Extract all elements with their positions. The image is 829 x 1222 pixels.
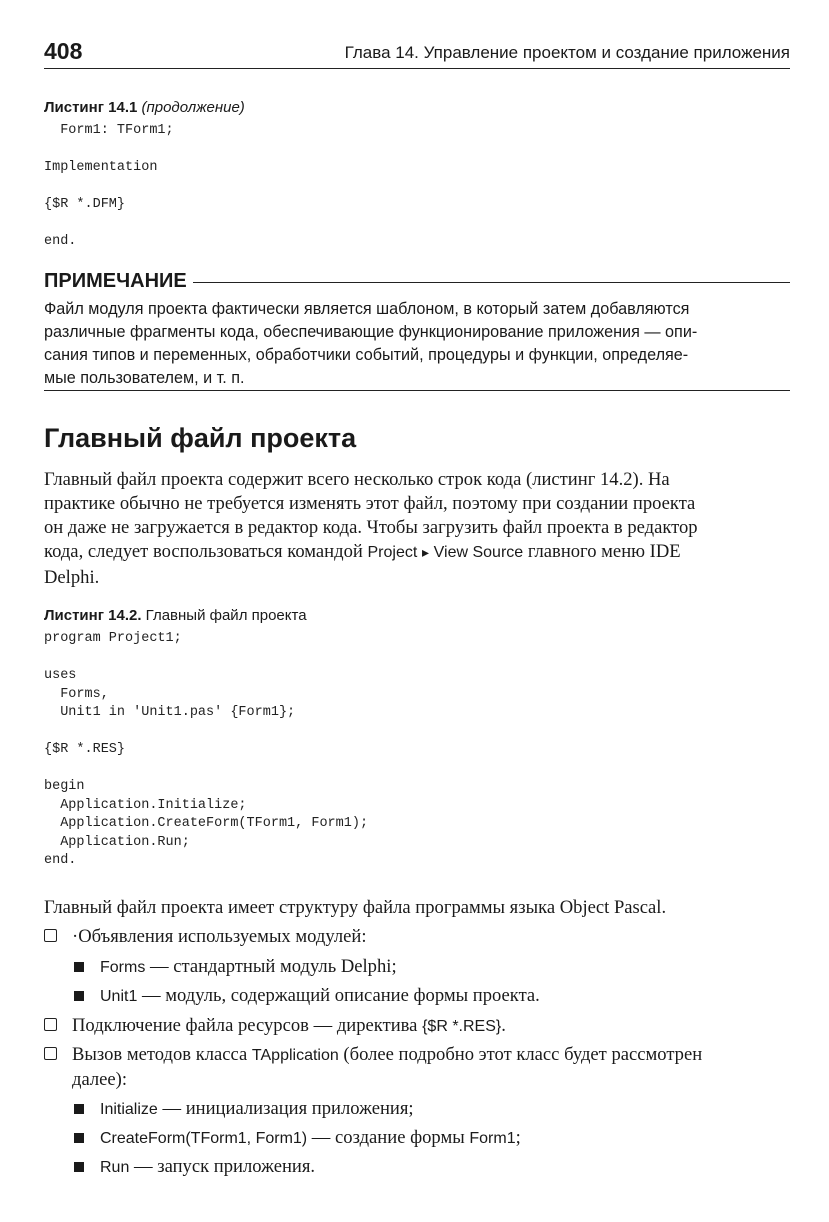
note-line: мые пользователем, и т. п. (44, 369, 245, 387)
paragraph (44, 468, 790, 590)
chapter-title: Глава 14. Управление проектом и создание приложения (344, 43, 790, 62)
list-item-text (100, 1097, 800, 1122)
note-line: сания типов и переменных, обработчики событий, процедуры и функции, определяе- (44, 346, 689, 364)
listing-title: Главный файл проекта (145, 607, 307, 624)
list-item-text (100, 955, 800, 980)
list-item-text (100, 1126, 800, 1151)
paragraph-line (44, 540, 790, 566)
code-listing: Form1: TForm1; Implementation {$R *.DFM} end. (44, 123, 174, 249)
code-term: CreateForm(TForm1, Form1) (100, 1130, 308, 1147)
menu-command: View Source (433, 544, 524, 561)
code-listing: program Project1; uses Forms, Unit1 in 'Unit1.pas' {Form1}; {$R *.RES} begin Application.Initialize; Application.CreateForm(TForm1, Form1); Application.Run; end. (44, 631, 369, 868)
checkbox-bullet-icon (44, 1018, 57, 1031)
listing-continuation: (продолжение) (141, 99, 245, 116)
menu-arrow-icon: ▸ (421, 546, 429, 561)
note-line: различные фрагменты кода, обеспечивающие функционирование приложения — опи- (44, 323, 698, 341)
code-term: {$R *.RES} (422, 1018, 502, 1035)
text: далее): (72, 1069, 128, 1090)
running-head (44, 38, 790, 69)
listing-number: Листинг 14.2. (44, 607, 142, 624)
code-term: Unit1 (100, 988, 138, 1005)
paragraph-line: практике обычно не требуется изменять этот файл, поэтому при создании проекта (44, 493, 696, 514)
text: . (501, 1015, 506, 1036)
code-term: Forms (100, 959, 146, 976)
note-bottom-rule (44, 390, 790, 391)
listing-caption (44, 99, 245, 116)
menu-command: Project (367, 544, 418, 561)
code-term: Initialize (100, 1101, 158, 1118)
note-heading-row (44, 270, 790, 296)
note-heading: ПРИМЕЧАНИЕ (44, 270, 193, 293)
text: Вызов методов класса (72, 1044, 252, 1065)
code-term: TApplication (251, 1047, 339, 1064)
note-body (44, 298, 790, 390)
note-line: Файл модуля проекта фактически является шаблоном, в который затем добавляются (44, 300, 690, 318)
section-title: Главный файл проекта (44, 423, 357, 453)
book-page (44, 0, 790, 1222)
checkbox-bullet-icon (44, 929, 57, 942)
text: — модуль, содержащий описание формы проекта. (137, 985, 540, 1006)
text: — инициализация приложения; (157, 1098, 414, 1119)
paragraph-line: Главный файл проекта содержит всего несколько строк кода (листинг 14.2). На (44, 469, 670, 490)
paragraph: Главный файл проекта имеет структуру файла программы языка Object Pascal. (44, 897, 667, 918)
list-item-text (72, 1043, 772, 1092)
square-bullet-icon (74, 991, 84, 1001)
text: кода, следует воспользоваться командой (44, 541, 368, 562)
list-item-text (100, 984, 800, 1009)
listing-number: Листинг 14.1 (44, 99, 138, 116)
code-term: Run (100, 1159, 130, 1176)
code-term: Form1 (469, 1130, 516, 1147)
text: Подключение файла ресурсов — директива (72, 1015, 423, 1036)
list-item-text: ·Объявления используемых модулей: (72, 926, 367, 947)
text: ; (515, 1127, 521, 1148)
text: — запуск приложения. (129, 1156, 316, 1177)
text: главного меню IDE (523, 541, 681, 562)
text: (более подробно этот класс будет рассмотрен (338, 1044, 703, 1065)
listing-caption (44, 607, 307, 624)
paragraph-line: он даже не загружается в редактор кода. Чтобы загрузить файл проекта в редактор (44, 517, 698, 538)
text: — стандартный модуль Delphi; (145, 956, 397, 977)
list-item-text (72, 1014, 772, 1039)
paragraph-line: Delphi. (44, 567, 100, 588)
checkbox-bullet-icon (44, 1047, 57, 1060)
text: — создание формы (307, 1127, 470, 1148)
list-item-text (100, 1155, 800, 1180)
square-bullet-icon (74, 1133, 84, 1143)
page-number: 408 (44, 38, 83, 64)
square-bullet-icon (74, 962, 84, 972)
square-bullet-icon (74, 1104, 84, 1114)
square-bullet-icon (74, 1162, 84, 1172)
